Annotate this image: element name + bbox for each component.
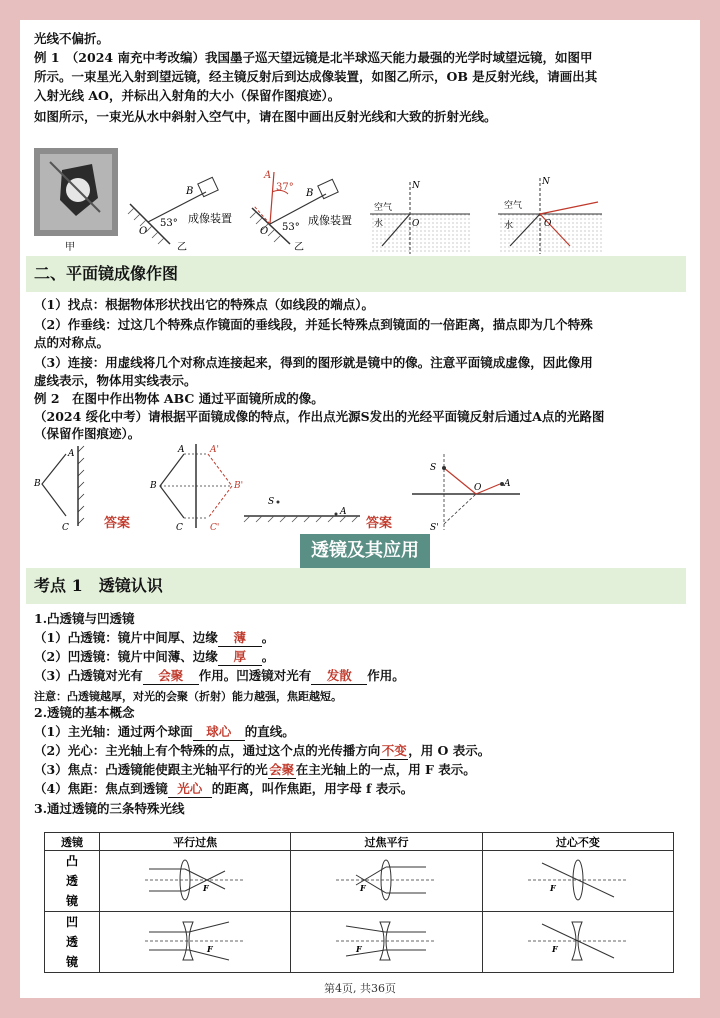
text-line: 入射光线 AO，并标出入射角的大小（保留作图痕迹）。 <box>34 88 341 103</box>
svg-text:O: O <box>260 226 269 237</box>
section-title-mirror: 二、平面镜成像作图 <box>26 256 686 292</box>
figure-water-air-1 <box>370 181 470 254</box>
svg-text:37°: 37° <box>276 182 294 193</box>
note-line: 注意：凸透镜越厚，对光的会聚（折射）能力越强，焦距越短。 <box>34 690 342 703</box>
svg-text:A': A' <box>210 445 219 455</box>
svg-text:B: B <box>34 479 41 489</box>
table-header: 平行过焦 <box>100 833 291 851</box>
svg-text:F: F <box>551 943 558 954</box>
svg-text:53°: 53° <box>160 218 178 229</box>
table-header: 透镜 <box>45 833 100 851</box>
svg-text:F: F <box>356 943 363 954</box>
subtitle: 1.凸透镜与凹透镜 <box>34 611 135 626</box>
mirror-abc <box>42 446 84 526</box>
mirror-s-a-answer <box>412 454 520 530</box>
svg-text:A: A <box>340 507 347 517</box>
page <box>20 20 700 998</box>
svg-text:S': S' <box>430 523 439 530</box>
label-jia: 甲 <box>65 242 75 253</box>
svg-text:N: N <box>412 181 420 191</box>
concave-parallel-diagram <box>145 916 245 966</box>
section-title-kaodian: 考点 1 透镜认识 <box>26 568 686 604</box>
svg-text:F: F <box>203 882 209 893</box>
convex-parallel-diagram <box>145 855 245 905</box>
answer-label: 答案 <box>104 516 131 531</box>
svg-text:O: O <box>474 483 482 493</box>
text-line: 例 2 在图中作出物体 ABC 通过平面镜所成的像。 <box>34 391 324 406</box>
row-label: 凹 透 镜 <box>45 912 100 973</box>
figure-row-1 <box>20 142 700 257</box>
text-line: 点的对称点。 <box>34 335 110 350</box>
mirror-abc-answer <box>160 444 232 528</box>
text-line: （2024 绥化中考）请根据平面镜成像的特点，作出点光源S发出的光经平面镜反射后通过A点的光路图 <box>34 409 605 424</box>
text-line: （3）连接：用虚线将几个对称点连接起来，得到的图形就是镜中的像。注意平面镜成虚像，因此像用 <box>34 355 593 370</box>
svg-text:乙: 乙 <box>177 242 187 253</box>
svg-text:B': B' <box>234 481 244 491</box>
svg-text:F: F <box>549 882 556 893</box>
text-line: （1）找点：根据物体形状找出它的特殊点（如线段的端点）。 <box>34 297 374 312</box>
svg-text:F: F <box>207 943 213 954</box>
svg-text:乙: 乙 <box>294 242 304 253</box>
svg-text:B: B <box>150 481 157 491</box>
svg-text:B: B <box>306 188 314 199</box>
svg-text:C: C <box>62 523 69 530</box>
topic-banner: 透镜及其应用 <box>300 534 430 568</box>
convex-focus-diagram <box>336 855 436 905</box>
svg-text:空气: 空气 <box>374 203 393 213</box>
figure-yi-1 <box>128 177 232 253</box>
row-label: 凸 透 镜 <box>45 851 100 912</box>
svg-text:A: A <box>504 479 511 489</box>
svg-text:A: A <box>178 445 185 455</box>
svg-text:成像装置: 成像装置 <box>308 214 352 227</box>
table-header: 过焦平行 <box>291 833 482 851</box>
svg-text:N: N <box>542 177 550 187</box>
svg-text:53°: 53° <box>282 222 300 233</box>
concave-center-diagram <box>528 916 628 966</box>
svg-text:O: O <box>544 219 552 229</box>
figure-yi-2 <box>250 170 352 253</box>
convex-center-diagram <box>528 855 628 905</box>
table-row <box>45 851 674 912</box>
svg-text:成像装置: 成像装置 <box>188 212 232 225</box>
text-line: 例 1 （2024 南充中考改编）我国墨子巡天望远镜是北半球巡天能力最强的光学时域望远镜，如图甲 <box>34 50 593 65</box>
text-line: （2）作垂线：过这几个特殊点作镜面的垂线段，并延长特殊点到镜面的一倍距离，描点即为几个特殊 <box>34 317 593 332</box>
subtitle: 2.透镜的基本概念 <box>34 705 135 720</box>
svg-text:水: 水 <box>504 221 514 231</box>
svg-text:空气: 空气 <box>504 201 523 211</box>
text-line: （2）凹透镜：镜片中间薄、边缘 厚 。 <box>34 649 275 664</box>
svg-text:S: S <box>268 497 275 507</box>
svg-text:O: O <box>412 219 420 229</box>
concave-focus-diagram <box>336 916 436 966</box>
text-line: （3）焦点：凸透镜能使跟主光轴平行的光会聚 在主光轴上的一点，用 F 表示。 <box>34 762 476 777</box>
svg-text:水: 水 <box>374 219 384 229</box>
svg-text:S: S <box>430 463 437 473</box>
table-header: 过心不变 <box>482 833 673 851</box>
text-line: （1）主光轴：通过两个球面 球心 的直线。 <box>34 724 295 739</box>
svg-text:B: B <box>186 186 194 197</box>
text-line: 所示。一束星光入射到望远镜，经主镜反射后到达成像装置，如图乙所示，OB 是反射光线，请画出其 <box>34 69 598 84</box>
svg-text:A: A <box>264 170 272 181</box>
subtitle: 3.通过透镜的三条特殊光线 <box>34 801 185 816</box>
svg-text:C: C <box>176 523 183 530</box>
text-line: （1）凸透镜：镜片中间厚、边缘 薄 。 <box>34 630 275 645</box>
text-line: （4）焦距：焦点到透镜 光心 的距离，叫作焦距，用字母 f 表示。 <box>34 781 414 796</box>
svg-text:F: F <box>360 882 367 893</box>
text-line: （保留作图痕迹）。 <box>34 426 141 441</box>
text-line: 光线不偏折。 <box>34 31 110 46</box>
svg-text:O: O <box>139 226 148 237</box>
page-footer: 第4页, 共36页 <box>324 982 396 995</box>
lens-table <box>44 832 674 973</box>
figure-water-air-2 <box>498 177 602 254</box>
text-line: 如图所示，一束光从水中斜射入空气中，请在图中画出反射光线和大致的折射光线。 <box>34 109 497 124</box>
answer-label: 答案 <box>366 516 393 531</box>
svg-text:A: A <box>68 449 75 459</box>
svg-text:C': C' <box>210 523 220 530</box>
table-row <box>45 912 674 973</box>
text-line: 虚线表示，物体用实线表示。 <box>34 373 197 388</box>
text-line: （2）光心：主光轴上有个特殊的点，通过这个点的光传播方向不变 ，用 O 表示。 <box>34 743 491 758</box>
text-line: （3）凸透镜对光有 会聚 作用。凹透镜对光有 发散 作用。 <box>34 668 405 683</box>
